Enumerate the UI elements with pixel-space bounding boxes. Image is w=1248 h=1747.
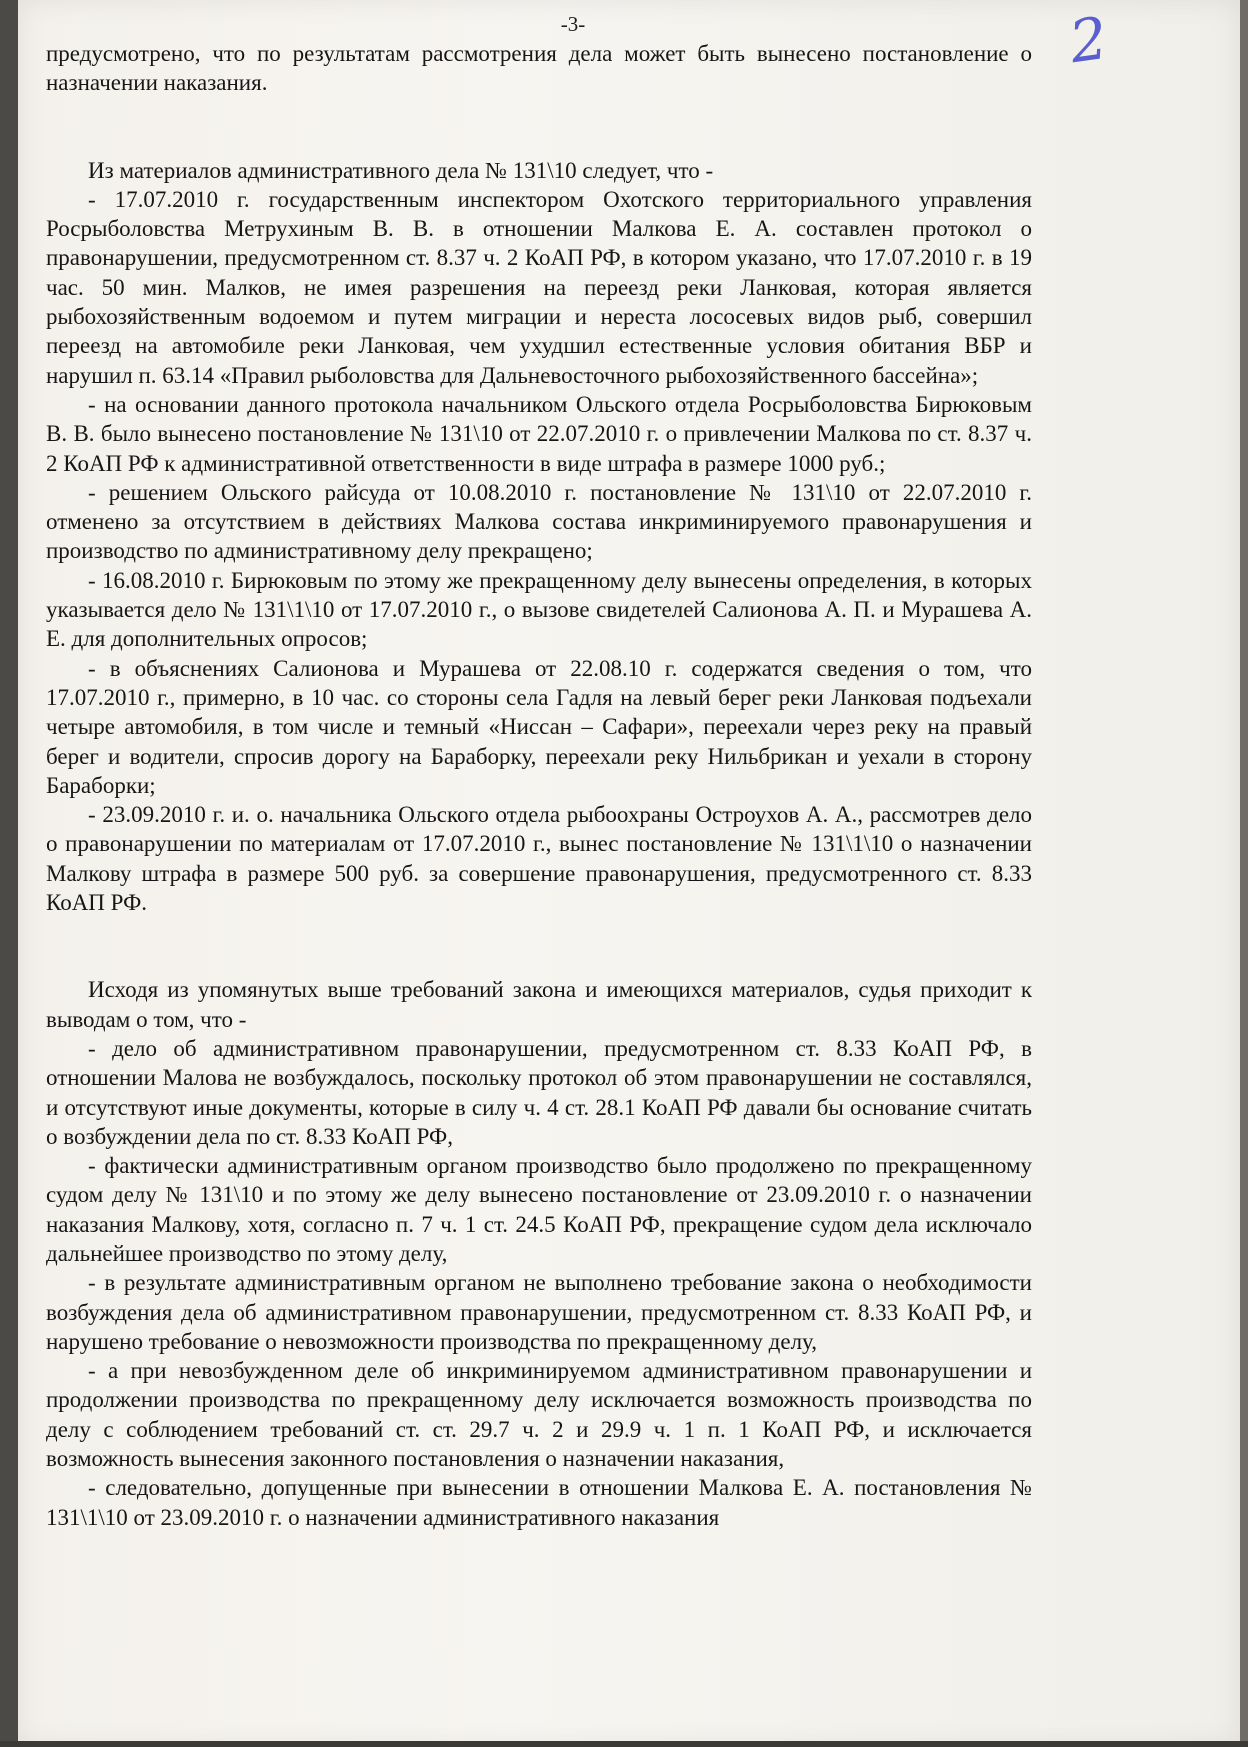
- list-item: - 16.08.2010 г. Бирюковым по этому же прекращенному делу вынесены определения, в которых указывается дело № 131\1\10 от 17.07.2010 г., о вызове свидетелей Салионова А. П. и Мурашева А. Е. для дополнительных опросов;: [46, 567, 1032, 652]
- list-item: - в результате административным органом не выполнено требование закона о необходимости возбуждения дела об административном правонарушении, предусмотренном ст. 8.33 КоАП РФ, и нарушено требование о невозможности производства по прекращенному делу,: [46, 1270, 1032, 1354]
- list-item: - фактически административным органом производство было продолжено по прекращенному судом делу № 131\10 и по этому же делу вынесено постановление от 23.09.2010 г. о назначении наказания Малкову, хотя, согласно п. 7 ч. 1 ст. 24.5 КоАП РФ, прекращение судом дела исключало дальнейшее производство по этому делу,: [46, 1153, 1032, 1266]
- list-item: - дело об административном правонарушении, предусмотренном ст. 8.33 КоАП РФ, в отношении Малова не возбуждалось, поскольку протокол об этом правонарушении не составлялся, и отсутствуют иные документы, которые в силу ч. 4 ст. 28.1 КоАП РФ давали бы основание считать о возбуждении дела по ст. 8.33 КоАП РФ,: [46, 1035, 1032, 1149]
- list-item: - в объяснениях Салионова и Мурашева от 22.08.10 г. содержатся сведения о том, что 17.07.2010 г., примерно, в 10 час. со стороны села Гадля на левый берег реки Ланковая подъехали четыре автомобиля, в том числе и темный «Ниссан – Сафари», переехали через реку на правый берег и водители, спросив дорогу на Бараборку, переехали реку Нильбрикан и уехали в сторону Бараборки;: [46, 655, 1032, 798]
- list-item: - 17.07.2010 г. государственным инспектором Охотского территориального управления Росрыболовства Метрухиным В. В. в отношении Малкова Е. А. составлен протокол о правонарушении, предусмотренном ст. 8.37 ч. 2 КоАП РФ, в котором указано, что 17.07.2010 г. в 19 час. 50 мин. Малков, не имея разрешения на переезд реки Ланковая, которая является рыбохозяйственным водоемом и путем миграции и нереста лососевых видов рыб, совершил переезд на автомобиле реки Ланковая, чем ухудшил естественные условия обитания ВБР и нарушил п. 63.14 «Правил рыболовства для Дальневосточного рыбохозяйственного бассейна»;: [46, 186, 1032, 388]
- paragraph: предусмотрено, что по результатам рассмотрения дела может быть вынесено постановление о назначении наказания.: [46, 41, 1032, 96]
- paragraph: Исходя из упомянутых выше требований закона и имеющихся материалов, судья приходит к выводам о том, что -: [46, 977, 1032, 1032]
- list-item: - на основании данного протокола начальником Ольского отдела Росрыболовства Бирюковым В. В. было вынесено постановление № 131\10 от 22.07.2010 г. о привлечении Малкова по ст. 8.37 ч. 2 КоАП РФ к административной ответственности в виде штрафа в размере 1000 руб.;: [46, 391, 1032, 476]
- list-item: - 23.09.2010 г. и. о. начальника Ольского отдела рыбоохраны Остроухов А. А., рассмотрев дело о правонарушении по материалам от 17.07.2010 г., вынес постановление № 131\1\10 о назначении Малкову штрафа в размере 500 руб. за совершение правонарушения, предусмотренного ст. 8.33 КоАП РФ.: [46, 802, 1032, 916]
- document-body: [46, 39, 1032, 1532]
- list-item: - следовательно, допущенные при вынесении в отношении Малкова Е. А. постановления № 131\1\10 от 23.09.2010 г. о назначении административного наказания: [46, 1475, 1032, 1530]
- list-item: - решением Ольского райсуда от 10.08.2010 г. постановление № 131\10 от 22.07.2010 г. отменено за отсутствием в действиях Малкова состава инкриминируемого правонарушения и производство по административному делу прекращено;: [46, 479, 1032, 564]
- document-page: [18, 0, 1240, 1747]
- page-number: -3-: [560, 12, 586, 36]
- scan-bottom-edge: [0, 1741, 1248, 1747]
- scan-left-edge: [0, 0, 18, 1747]
- paragraph: Из материалов административного дела № 131\10 следует, что -: [88, 157, 714, 183]
- handwritten-page-mark: 2: [1065, 3, 1112, 77]
- list-item: - а при невозбужденном деле об инкриминируемом административном правонарушении и продолжении производства по прекращенному делу исключается возможность производства по делу с соблюдением требований ст. ст. 29.7 ч. 2 и 29.9 ч. 1 п. 1 КоАП РФ, и исключается возможность вынесения законного постановления о назначении наказания,: [46, 1358, 1032, 1472]
